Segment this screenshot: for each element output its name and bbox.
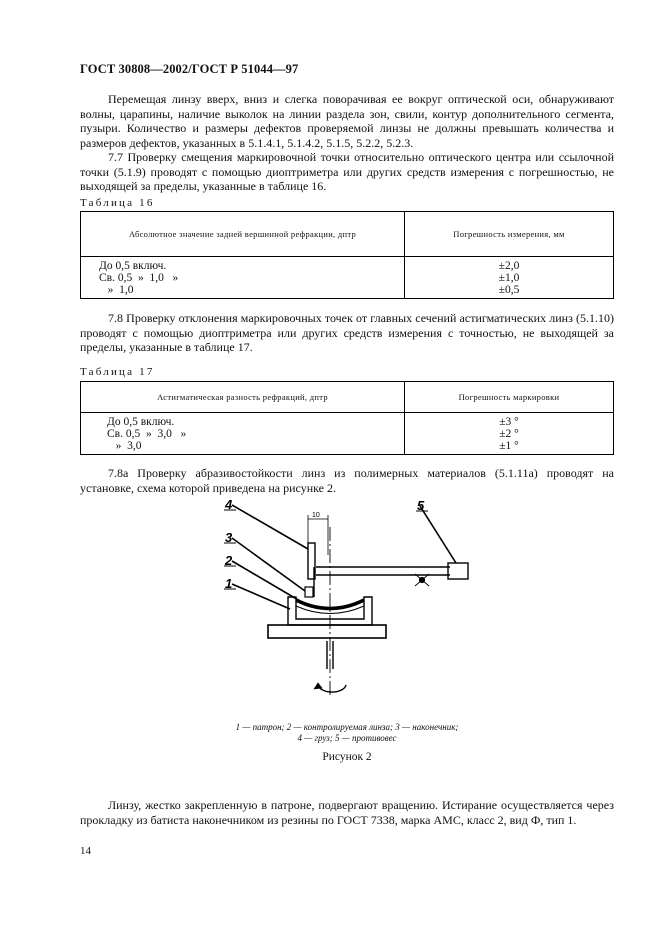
table-17-header-left: Астигматическая разность рефракций, дптр (81, 382, 405, 413)
table-16-header-right: Погрешность измерения, мм (405, 212, 614, 257)
table-17-values-right (405, 413, 614, 455)
table-16 (80, 211, 614, 299)
table-16-caption: Таблица 16 (80, 197, 155, 209)
paragraph-defects: Перемещая линзу вверх, вниз и слегка поворачивая ее вокруг оптической оси, обнаруживают волны, царапины, наличие выколок на линии раздела зон, свили, контур дополнительного сегмента, пузыри. Количество и размеры дефектов проверяемой линзы не должны превышать количества и размеров дефектов, указанных в 5.1.4.1, 5.1.4.2, 5.1.5, 5.2.2, 5.2.3. (80, 92, 614, 150)
figure-label-2: 2 (225, 553, 233, 568)
paragraph-7-8: 7.8 Проверку отклонения маркировочных точек от главных сечений астигматических линз (5.1.10) проводят с помощью диоптриметра или других средств измерения с точностью, не выходящей за пределы, указанные в таблице 17. (80, 311, 614, 355)
table-cell: » 3,0 (107, 440, 142, 452)
table-cell: До 0,5 включ. (99, 260, 167, 272)
figure-2-diagram (210, 497, 480, 717)
figure-legend-line-1: 1 — патрон; 2 — контролируемая линза; 3 — наконечник; (235, 722, 459, 732)
paragraph-7-7: 7.7 Проверку смещения маркировочной точки относительно оптического центра или ссылочной точки (5.1.9) проводят с помощью диоптриметра или других средств измерения с погрешностью, не выходящей за пределы, указанные в таблице 16. (80, 150, 614, 194)
document-header: ГОСТ 30808—2002/ГОСТ Р 51044—97 (80, 62, 299, 76)
table-cell: ±2,0 (498, 260, 520, 272)
table-17-caption: Таблица 17 (80, 366, 155, 378)
page-number: 14 (80, 845, 91, 857)
figure-label-4: 4 (225, 497, 233, 512)
table-cell: ±2 ° (499, 428, 519, 440)
table-17-values-left (81, 413, 405, 455)
figure-label-5: 5 (417, 498, 425, 513)
table-cell: ±1,0 (498, 272, 520, 284)
table-cell: Св. 0,5 » 1,0 » (99, 272, 179, 284)
figure-2-caption: Рисунок 2 (322, 751, 372, 763)
table-cell: Св. 0,5 » 3,0 » (107, 428, 187, 440)
table-cell: ±1 ° (499, 440, 519, 452)
table-16-header-left: Абсолютное значение задней вершинной рефракции, дптр (81, 212, 405, 257)
figure-label-3: 3 (225, 530, 233, 545)
paragraph-abrasion: Линзу, жестко закрепленную в патроне, подвергают вращению. Истирание осуществляется через прокладку из батиста наконечником из резины по ГОСТ 7338, марка АМС, класс 2, вид Ф, тип 1. (80, 798, 614, 827)
table-cell: » 1,0 (99, 284, 134, 296)
table-cell: ±3 ° (499, 416, 519, 428)
figure-dimension: 10 (312, 512, 320, 519)
figure-legend-line-2: 4 — груз; 5 — противовес (297, 733, 397, 743)
table-cell: ±0,5 (498, 284, 520, 296)
paragraph-7-8a: 7.8а Проверку абразивостойкости линз из полимерных материалов (5.1.11а) проводят на установке, схема которой приведена на рисунке 2. (80, 466, 614, 495)
table-16-values-right (405, 257, 614, 299)
figure-2-legend (80, 722, 614, 744)
table-17 (80, 381, 614, 455)
table-cell: До 0,5 включ. (107, 416, 175, 428)
table-16-values-left (81, 257, 405, 299)
table-17-header-right: Погрешность маркировки (405, 382, 614, 413)
figure-label-1: 1 (225, 576, 233, 591)
